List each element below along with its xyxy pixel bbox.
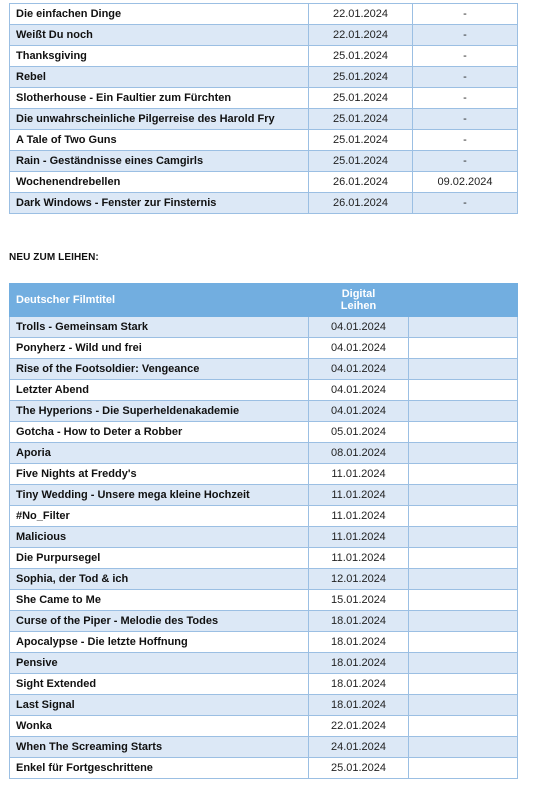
empty-cell <box>409 422 518 443</box>
movie-title: Ponyherz - Wild und frei <box>10 338 309 359</box>
rent-date: 15.01.2024 <box>309 590 409 611</box>
movie-title: Sight Extended <box>10 674 309 695</box>
empty-cell <box>409 485 518 506</box>
movie-title: Tiny Wedding - Unsere mega kleine Hochzeit <box>10 485 309 506</box>
table-row <box>10 172 518 193</box>
empty-cell <box>409 569 518 590</box>
movie-title: Dark Windows - Fenster zur Finsternis <box>10 193 309 214</box>
rent-date: 24.01.2024 <box>309 737 409 758</box>
movie-title: Trolls - Gemeinsam Stark <box>10 317 309 338</box>
movie-title: Rise of the Footsoldier: Vengeance <box>10 359 309 380</box>
rent-date: 11.01.2024 <box>309 548 409 569</box>
movie-title: Pensive <box>10 653 309 674</box>
movie-title: The Hyperions - Die Superheldenakademie <box>10 401 309 422</box>
empty-cell <box>409 338 518 359</box>
empty-cell <box>409 632 518 653</box>
rent-date: 18.01.2024 <box>309 674 409 695</box>
movie-title: Wochenendrebellen <box>10 172 309 193</box>
release-date: 22.01.2024 <box>309 25 413 46</box>
table-row <box>10 401 518 422</box>
table-row <box>10 359 518 380</box>
table-row <box>10 758 518 779</box>
movie-title: Sophia, der Tod & ich <box>10 569 309 590</box>
table-row <box>10 716 518 737</box>
rent-date: 04.01.2024 <box>309 401 409 422</box>
movie-title: Thanksgiving <box>10 46 309 67</box>
table-row <box>10 25 518 46</box>
rent-table-header <box>10 284 518 317</box>
release-date: 22.01.2024 <box>309 4 413 25</box>
table-row <box>10 548 518 569</box>
movie-title: Die unwahrscheinliche Pilgerreise des Harold Fry <box>10 109 309 130</box>
table-row <box>10 317 518 338</box>
secondary-date: - <box>413 46 518 67</box>
rent-date: 05.01.2024 <box>309 422 409 443</box>
rent-date: 11.01.2024 <box>309 527 409 548</box>
rent-table-body <box>10 317 518 779</box>
movie-title: Enkel für Fortgeschrittene <box>10 758 309 779</box>
empty-cell <box>409 443 518 464</box>
release-date: 25.01.2024 <box>309 88 413 109</box>
movie-title: Letzter Abend <box>10 380 309 401</box>
secondary-date: - <box>413 25 518 46</box>
secondary-date: - <box>413 88 518 109</box>
table-row <box>10 193 518 214</box>
secondary-date: - <box>413 4 518 25</box>
table-row <box>10 590 518 611</box>
release-date: 26.01.2024 <box>309 172 413 193</box>
table-row <box>10 653 518 674</box>
column-header-title: Deutscher Filmtitel <box>10 284 309 317</box>
movie-title: Curse of the Piper - Melodie des Todes <box>10 611 309 632</box>
release-date: 26.01.2024 <box>309 193 413 214</box>
movie-title: Apocalypse - Die letzte Hoffnung <box>10 632 309 653</box>
secondary-date: - <box>413 130 518 151</box>
rent-date: 18.01.2024 <box>309 695 409 716</box>
rent-date: 22.01.2024 <box>309 716 409 737</box>
empty-cell <box>409 737 518 758</box>
movie-title: A Tale of Two Guns <box>10 130 309 151</box>
empty-cell <box>409 359 518 380</box>
table-row <box>10 130 518 151</box>
table-row <box>10 674 518 695</box>
table-row <box>10 4 518 25</box>
movie-title: Malicious <box>10 527 309 548</box>
empty-cell <box>409 506 518 527</box>
empty-cell <box>409 695 518 716</box>
rent-date: 04.01.2024 <box>309 380 409 401</box>
rent-date: 11.01.2024 <box>309 464 409 485</box>
empty-cell <box>409 611 518 632</box>
column-header-digital-line1: Digital <box>341 288 376 300</box>
table-row <box>10 151 518 172</box>
table-row <box>10 67 518 88</box>
movie-title: Rain - Geständnisse eines Camgirls <box>10 151 309 172</box>
secondary-date: - <box>413 193 518 214</box>
table-row <box>10 109 518 130</box>
empty-cell <box>409 548 518 569</box>
movie-title: Die einfachen Dinge <box>10 4 309 25</box>
movie-title: Rebel <box>10 67 309 88</box>
secondary-date: 09.02.2024 <box>413 172 518 193</box>
movie-title: Weißt Du noch <box>10 25 309 46</box>
release-date: 25.01.2024 <box>309 46 413 67</box>
empty-cell <box>409 653 518 674</box>
table-row <box>10 737 518 758</box>
movie-title: Last Signal <box>10 695 309 716</box>
table-row <box>10 485 518 506</box>
release-table <box>9 3 518 214</box>
secondary-date: - <box>413 151 518 172</box>
table-row <box>10 88 518 109</box>
movie-title: Slotherhouse - Ein Faultier zum Fürchten <box>10 88 309 109</box>
table-row <box>10 46 518 67</box>
rent-date: 18.01.2024 <box>309 611 409 632</box>
empty-cell <box>409 758 518 779</box>
rent-date: 18.01.2024 <box>309 632 409 653</box>
movie-title: Aporia <box>10 443 309 464</box>
rent-date: 04.01.2024 <box>309 338 409 359</box>
rent-date: 12.01.2024 <box>309 569 409 590</box>
table-row <box>10 632 518 653</box>
empty-cell <box>409 674 518 695</box>
table-row <box>10 380 518 401</box>
release-date: 25.01.2024 <box>309 151 413 172</box>
table-row <box>10 422 518 443</box>
table-row <box>10 506 518 527</box>
table-row <box>10 527 518 548</box>
rent-date: 08.01.2024 <box>309 443 409 464</box>
rent-date: 04.01.2024 <box>309 359 409 380</box>
section-heading: NEU ZUM LEIHEN: <box>9 252 99 263</box>
rent-date: 04.01.2024 <box>309 317 409 338</box>
secondary-date: - <box>413 67 518 88</box>
table-row <box>10 611 518 632</box>
rent-date: 25.01.2024 <box>309 758 409 779</box>
movie-title: #No_Filter <box>10 506 309 527</box>
rent-date: 11.01.2024 <box>309 485 409 506</box>
empty-cell <box>409 716 518 737</box>
movie-title: Die Purpursegel <box>10 548 309 569</box>
table-row <box>10 464 518 485</box>
rent-table <box>9 283 518 779</box>
table-row <box>10 695 518 716</box>
release-date: 25.01.2024 <box>309 109 413 130</box>
empty-cell <box>409 464 518 485</box>
rent-date: 18.01.2024 <box>309 653 409 674</box>
movie-title: Wonka <box>10 716 309 737</box>
movie-title: When The Screaming Starts <box>10 737 309 758</box>
column-header-digital-rent <box>309 284 409 317</box>
empty-cell <box>409 590 518 611</box>
secondary-date: - <box>413 109 518 130</box>
release-date: 25.01.2024 <box>309 67 413 88</box>
empty-cell <box>409 380 518 401</box>
movie-title: Five Nights at Freddy's <box>10 464 309 485</box>
empty-cell <box>409 401 518 422</box>
release-date: 25.01.2024 <box>309 130 413 151</box>
column-header-digital-line2: Leihen <box>340 300 377 312</box>
movie-title: Gotcha - How to Deter a Robber <box>10 422 309 443</box>
rent-date: 11.01.2024 <box>309 506 409 527</box>
release-table-body <box>10 4 518 214</box>
table-row <box>10 443 518 464</box>
empty-cell <box>409 527 518 548</box>
empty-cell <box>409 317 518 338</box>
movie-title: She Came to Me <box>10 590 309 611</box>
column-header-empty <box>409 284 518 317</box>
table-row <box>10 338 518 359</box>
table-row <box>10 569 518 590</box>
